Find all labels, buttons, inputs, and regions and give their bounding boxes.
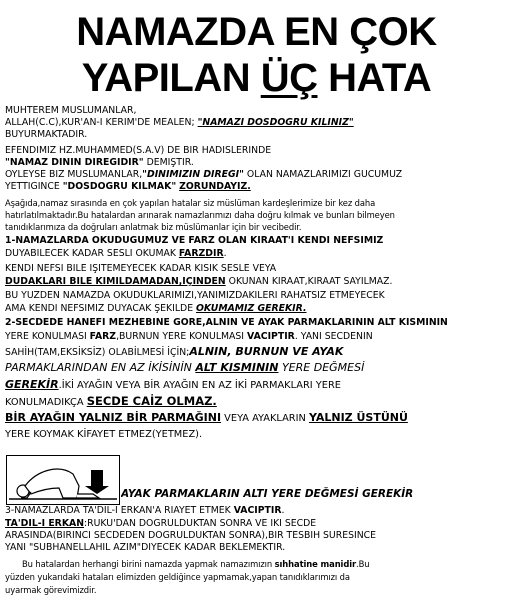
secde-caiz-olmaz: SECDE CAİZ OLMAZ. (86, 394, 217, 408)
item2-line-7 (5, 410, 513, 426)
item3-text: :RÜKU'DAN DOĞRULDUKTAN SONRA VE İKİ SECDE (84, 518, 317, 529)
bir-ayagin: BİR AYAĞIN YALNIZ BİR PARMAĞINI (5, 411, 222, 424)
item2-text: VEYA AYAKLARIN (221, 413, 309, 424)
vaciptir: VACİPTİR (247, 331, 295, 342)
intro-text: DEMİŞTİR. (143, 157, 194, 168)
item2-text: .İKİ AYAĞIN VEYA BİR AYAĞIN EN AZ İKİ PARMAKLARI YERE (58, 380, 341, 391)
item2-text: . YANİ SECDENİN (294, 331, 373, 342)
zorundayiz: ZORUNDAYIZ. (179, 181, 251, 192)
item1-text: OKUNAN KIRAAT,KIRAAT SAYILMAZ. (225, 276, 393, 287)
item2-text: YERE KONULMASI (5, 331, 90, 342)
intro-line-3: BUYURMAKTADIR. (5, 129, 88, 140)
intro-text: ALLAH(C.C),KUR'AN-I KERİM'DE MEALEN; (5, 117, 195, 128)
prostration-illustration (6, 455, 120, 505)
item2-text: KONULMADIKÇA (5, 397, 87, 408)
item2-text: ,BURNUN YERE KONULMASI (116, 331, 247, 342)
item2-text: SAHİH(TAM,EKSİKSİZ) OLABİLMESİ İÇİN; (5, 347, 190, 358)
para-line-3: tanıdıklarımıza da doğruları anlatmak biz müslümanlar için bir vecibedir. (5, 222, 302, 232)
item1-line-2 (5, 248, 513, 260)
item3-line-2 (5, 518, 513, 530)
quote-direk: "NAMAZ DİNİN DİREĞİDİR" (5, 157, 144, 168)
farzdir: FARZDIR (178, 248, 224, 259)
title-line-1: NAMAZDA EN ÇOK (76, 10, 437, 54)
intro-line-2 (5, 117, 513, 129)
illustration-caption: AYAK PARMAKLARIN ALTI YERE DEĞMESİ GEREKİR (121, 488, 414, 500)
title-part-a: YAPILAN (81, 56, 261, 100)
intro-line-7 (5, 181, 513, 193)
item2-line-2 (5, 331, 513, 343)
intro-line-1: MUHTEREM MÜSLÜMANLAR, (5, 105, 137, 116)
dudaklari-text: DUDAKLARI BİLE KIMILDAMADAN,İÇİNDEN (5, 276, 226, 287)
alnin-burnun: ALNIN, BURNUN VE AYAK (189, 345, 344, 358)
intro-text: OLAN NAMAZLARIMIZI GÜCÜMÜZ (243, 169, 403, 180)
para-line-2: hatırlatılmaktadır.Bu hatalardan arınarak namazlarımızı daha doğru kılmak ve bunları bilmeyen (5, 210, 395, 220)
item3-line-3: ARASINDA(BİRİNCİ SECDEDEN DOĞRULDUKTAN SONRA),BİR TESBİH SÜRESİNCE (5, 530, 377, 541)
quote-dinimizin: "DİNİMİZİN DİREĞİ" (142, 169, 244, 180)
intro-text: ÖYLEYSE BİZ MÜSLÜMANLAR, (5, 169, 143, 180)
item3-text: . (281, 505, 285, 516)
item2-text: YERE DEĞMESİ (278, 361, 365, 374)
intro-line-4: EFENDİMİZ HZ.MUHAMMED(S.A.V) DE BİR HADİSLERİNDE (5, 145, 272, 156)
item1-line-4 (5, 276, 513, 288)
intro-line-5 (5, 157, 513, 169)
intro-text: YETTİĞİNCE (5, 181, 63, 192)
item3-line-1 (5, 505, 513, 517)
closing-line-2: yüzden yukarıdaki hataları elimizden geldiğince yapmamak,yapan tanıdıklarımızı da (5, 572, 350, 582)
item1-text: . (223, 248, 227, 259)
item1-line-3: KENDİ NEFSİ BİLE İŞİTEMEYECEK KADAR KISIK SESLE VEYA (5, 263, 277, 274)
vaciptir-2: VACİPTİR (233, 505, 282, 516)
closing-line-3: uyarmak görevimizdir. (5, 585, 97, 595)
quote-namaz: "NAMAZI DOSDOĞRU KILINIZ" (197, 117, 354, 128)
item2-line-1: 2-SECDEDE HANEFİ MEZHEBİNE GÖRE,ALNIN VE AYAK PARMAKLARININ ALT KISMININ (5, 317, 448, 328)
item1-line-1: 1-NAMAZLARDA OKUDUĞUMUZ VE FARZ OLAN KIRAAT'İ KENDİ NEFSİMİZ (5, 235, 384, 246)
yalniz-ustunu: YALNIZ ÜSTÜNÜ (308, 411, 408, 424)
item3-line-4: YANİ "SÜBHANELLAHİL AZİM"DİYECEK KADAR BEKLEMEKTİR. (5, 542, 286, 553)
gerekir: GEREKİR (5, 378, 59, 391)
item2-line-6 (5, 394, 513, 410)
alt-kisminin: ALT KISMININ (195, 361, 279, 374)
sihhatine-manidir: sıhhatine manidir (274, 559, 357, 569)
tadil-i-erkan: TA'DİL-İ ERKAN (5, 518, 85, 529)
item1-line-6 (5, 303, 513, 315)
item2-text: PARMAKLARINDAN EN AZ İKİSİNİN (5, 361, 196, 374)
item2-line-5 (5, 377, 513, 393)
item2-line-8: YERE KOYMAK KİFAYET ETMEZ(YETMEZ). (5, 429, 203, 440)
title-part-underlined: ÜÇ (260, 56, 318, 100)
item1-text: AMA KENDİ NEFSİMİZ DUYACAK ŞEKİLDE (5, 303, 197, 314)
closing-line-1 (22, 558, 512, 570)
intro-line-6 (5, 169, 513, 181)
farz: FARZ (89, 331, 117, 342)
closing-text: .Bu (356, 559, 370, 569)
okumamiz-gerekir: OKUMAMIZ GEREKİR. (196, 303, 307, 314)
quote-dosdogru: "DOSDOĞRU KILMAK" (62, 181, 177, 192)
title-part-c: HATA (317, 56, 432, 100)
para-line-1: Aşağıda,namaz sırasında en çok yapılan hatalar siz müslüman kardeşlerimize bir kez daha (5, 198, 376, 208)
item2-line-4 (5, 360, 513, 375)
item1-line-5: BU YÜZDEN NAMAZDA OKUDUKLARIMIZI,YANIMIZDAKİLERİ RAHATSIZ ETMEYECEK (5, 290, 385, 301)
closing-text: Bu hatalardan herhangi birini namazda yapmak namazımızın (22, 559, 275, 569)
item1-text: DUYABİLECEK KADAR SESLİ OKUMAK (5, 248, 179, 259)
title-line-2 (0, 58, 513, 98)
item2-line-3 (5, 344, 513, 360)
item3-text: 3-NAMAZLARDA TA'DİL-İ ERKAN'A RİAYET ETMEK (5, 505, 234, 516)
